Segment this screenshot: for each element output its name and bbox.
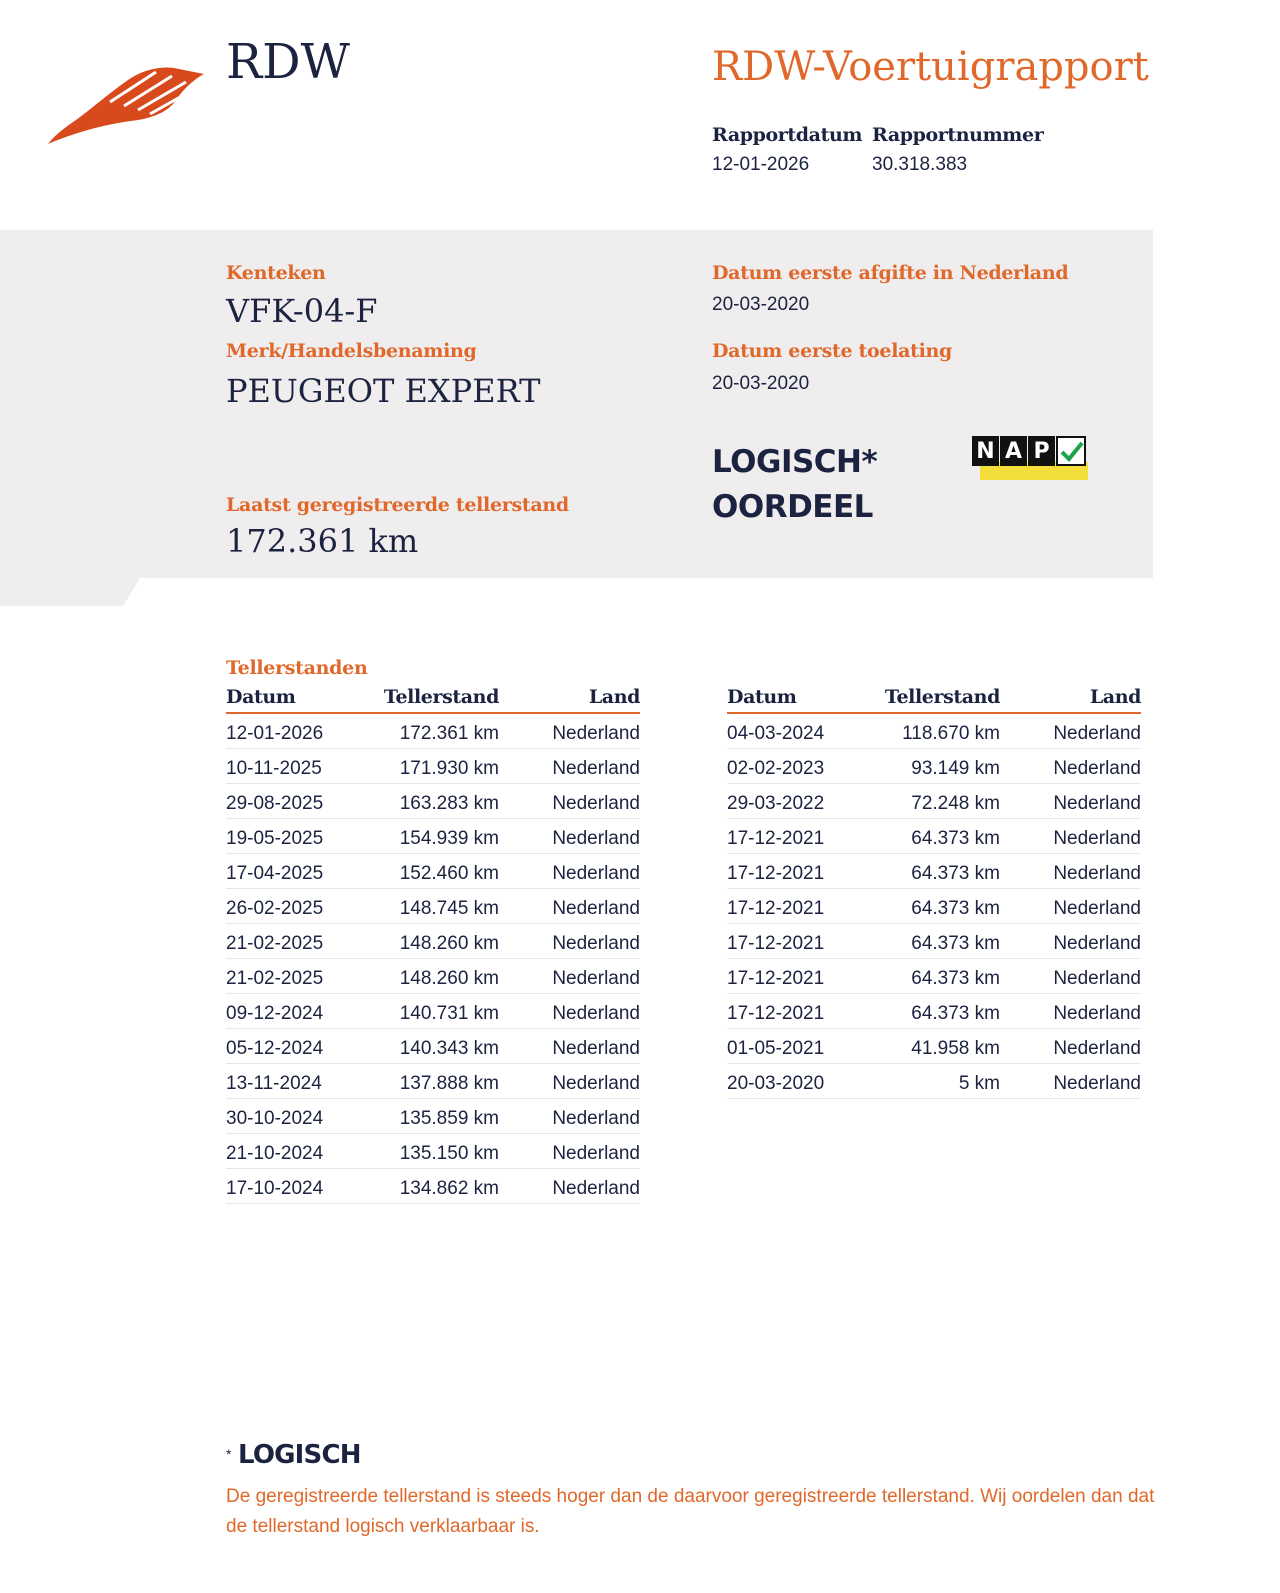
table-row <box>226 819 640 854</box>
plate-label: Kenteken <box>226 262 326 284</box>
cell-country: Nederland <box>552 793 640 814</box>
checkmark-icon <box>1056 436 1086 466</box>
report-number-label: Rapportnummer <box>872 124 1044 146</box>
table-row <box>727 1064 1141 1099</box>
first-issue-date: 20-03-2020 <box>712 294 810 315</box>
cell-date: 21-10-2024 <box>226 1143 324 1164</box>
brand-name: RDW <box>226 34 350 90</box>
cell-date: 20-03-2020 <box>727 1073 825 1094</box>
cell-reading: 72.248 km <box>911 793 1000 814</box>
cell-date: 17-12-2021 <box>727 863 825 884</box>
cell-reading: 137.888 km <box>399 1073 499 1094</box>
table-row <box>226 1029 640 1064</box>
cell-reading: 148.745 km <box>399 898 499 919</box>
report-date-label: Rapportdatum <box>712 124 863 146</box>
table-row <box>226 714 640 749</box>
cell-date: 17-12-2021 <box>727 828 825 849</box>
cell-country: Nederland <box>1053 863 1141 884</box>
cell-country: Nederland <box>1053 758 1141 779</box>
cell-country: Nederland <box>552 1038 640 1059</box>
readings-rows <box>226 714 640 1204</box>
readings-rows <box>727 714 1141 1099</box>
table-row <box>226 959 640 994</box>
table-row <box>727 749 1141 784</box>
column-header-date: Datum <box>727 686 797 708</box>
cell-date: 04-03-2024 <box>727 723 825 744</box>
cell-country: Nederland <box>1053 1038 1141 1059</box>
readings-table-right <box>727 686 1141 1099</box>
cell-reading: 163.283 km <box>399 793 499 814</box>
cell-date: 01-05-2021 <box>727 1038 825 1059</box>
first-admission-label: Datum eerste toelating <box>712 340 953 362</box>
vehicle-make: PEUGEOT EXPERT <box>226 372 541 410</box>
cell-country: Nederland <box>552 1073 640 1094</box>
table-row <box>226 854 640 889</box>
report-date: 12-01-2026 <box>712 154 810 175</box>
table-row <box>226 889 640 924</box>
table-row <box>226 784 640 819</box>
cell-country: Nederland <box>552 1003 640 1024</box>
table-row <box>727 854 1141 889</box>
report-title: RDW-Voertuigrapport <box>712 44 1149 90</box>
cell-reading: 148.260 km <box>399 968 499 989</box>
nap-badge <box>972 436 1088 482</box>
table-row <box>727 889 1141 924</box>
column-header-reading: Tellerstand <box>383 686 499 708</box>
cell-date: 26-02-2025 <box>226 898 324 919</box>
cell-date: 17-12-2021 <box>727 968 825 989</box>
cell-country: Nederland <box>1053 723 1141 744</box>
table-row <box>727 714 1141 749</box>
cell-reading: 118.670 km <box>902 723 1000 744</box>
table-row <box>727 1029 1141 1064</box>
panel-tab-decoration <box>0 578 140 606</box>
cell-country: Nederland <box>552 723 640 744</box>
cell-date: 12-01-2026 <box>226 723 324 744</box>
cell-date: 17-12-2021 <box>727 898 825 919</box>
table-row <box>727 994 1141 1029</box>
cell-country: Nederland <box>552 1178 640 1199</box>
column-header-country: Land <box>588 686 640 708</box>
cell-reading: 140.731 km <box>399 1003 499 1024</box>
footnote-heading: LOGISCH <box>238 1440 361 1470</box>
cell-date: 19-05-2025 <box>226 828 324 849</box>
readings-title: Tellerstanden <box>226 657 368 679</box>
cell-reading: 135.859 km <box>399 1108 499 1129</box>
cell-country: Nederland <box>552 968 640 989</box>
report-number: 30.318.383 <box>872 154 968 175</box>
cell-country: Nederland <box>552 898 640 919</box>
cell-reading: 152.460 km <box>399 863 499 884</box>
cell-country: Nederland <box>552 828 640 849</box>
table-row <box>226 749 640 784</box>
license-plate: VFK-04-F <box>226 292 378 330</box>
table-row <box>226 1134 640 1169</box>
cell-date: 09-12-2024 <box>226 1003 324 1024</box>
table-row <box>226 924 640 959</box>
rdw-logo-icon <box>46 62 206 148</box>
cell-country: Nederland <box>1053 1003 1141 1024</box>
table-row <box>727 784 1141 819</box>
cell-reading: 135.150 km <box>399 1143 499 1164</box>
cell-country: Nederland <box>552 863 640 884</box>
make-label: Merk/Handelsbenaming <box>226 340 477 362</box>
cell-country: Nederland <box>1053 828 1141 849</box>
table-row <box>226 1064 640 1099</box>
cell-country: Nederland <box>1053 793 1141 814</box>
table-row <box>727 819 1141 854</box>
cell-reading: 64.373 km <box>911 968 1000 989</box>
nap-letter-n: N <box>972 436 999 466</box>
cell-date: 17-04-2025 <box>226 863 324 884</box>
cell-reading: 134.862 km <box>399 1178 499 1199</box>
cell-country: Nederland <box>1053 898 1141 919</box>
cell-country: Nederland <box>552 1143 640 1164</box>
column-header-reading: Tellerstand <box>884 686 1000 708</box>
cell-date: 21-02-2025 <box>226 933 324 954</box>
cell-reading: 154.939 km <box>399 828 499 849</box>
table-header <box>226 686 640 714</box>
cell-date: 17-10-2024 <box>226 1178 324 1199</box>
table-row <box>727 924 1141 959</box>
cell-country: Nederland <box>1053 933 1141 954</box>
table-row <box>226 994 640 1029</box>
table-header <box>727 686 1141 714</box>
first-admission-date: 20-03-2020 <box>712 373 810 394</box>
first-issue-label: Datum eerste afgifte in Nederland <box>712 262 1069 284</box>
cell-reading: 148.260 km <box>399 933 499 954</box>
nap-letter-a: A <box>1000 436 1027 466</box>
cell-date: 29-03-2022 <box>727 793 825 814</box>
cell-reading: 172.361 km <box>399 723 499 744</box>
cell-reading: 64.373 km <box>911 1003 1000 1024</box>
cell-country: Nederland <box>1053 1073 1141 1094</box>
column-header-date: Datum <box>226 686 296 708</box>
verdict-line2: OORDEEL <box>712 489 873 525</box>
cell-date: 13-11-2024 <box>226 1073 322 1094</box>
verdict-line1: LOGISCH* <box>712 444 878 480</box>
cell-date: 10-11-2025 <box>226 758 322 779</box>
cell-country: Nederland <box>552 933 640 954</box>
cell-country: Nederland <box>552 1108 640 1129</box>
odometer-label: Laatst geregistreerde tellerstand <box>226 494 569 516</box>
odometer-value: 172.361 km <box>226 522 419 560</box>
table-row <box>226 1169 640 1204</box>
cell-reading: 140.343 km <box>399 1038 499 1059</box>
cell-country: Nederland <box>552 758 640 779</box>
cell-date: 21-02-2025 <box>226 968 324 989</box>
cell-reading: 64.373 km <box>911 863 1000 884</box>
readings-table-left <box>226 686 640 1204</box>
cell-date: 02-02-2023 <box>727 758 825 779</box>
cell-reading: 171.930 km <box>399 758 499 779</box>
cell-date: 30-10-2024 <box>226 1108 324 1129</box>
cell-country: Nederland <box>1053 968 1141 989</box>
footnote-text: De geregistreerde tellerstand is steeds hoger dan de daarvoor geregistreerde tellerstand. Wij oordelen dan dat de tellerstand logisch verklaarbaar is. <box>226 1486 1155 1537</box>
cell-date: 17-12-2021 <box>727 1003 825 1024</box>
cell-reading: 93.149 km <box>911 758 1000 779</box>
cell-date: 05-12-2024 <box>226 1038 324 1059</box>
cell-date: 17-12-2021 <box>727 933 825 954</box>
cell-date: 29-08-2025 <box>226 793 324 814</box>
cell-reading: 64.373 km <box>911 933 1000 954</box>
column-header-country: Land <box>1089 686 1141 708</box>
cell-reading: 64.373 km <box>911 828 1000 849</box>
cell-reading: 5 km <box>958 1073 1000 1094</box>
table-row <box>727 959 1141 994</box>
footnote-star: * <box>226 1446 232 1462</box>
table-row <box>226 1099 640 1134</box>
cell-reading: 64.373 km <box>911 898 1000 919</box>
cell-reading: 41.958 km <box>911 1038 1000 1059</box>
nap-letter-p: P <box>1028 436 1055 466</box>
